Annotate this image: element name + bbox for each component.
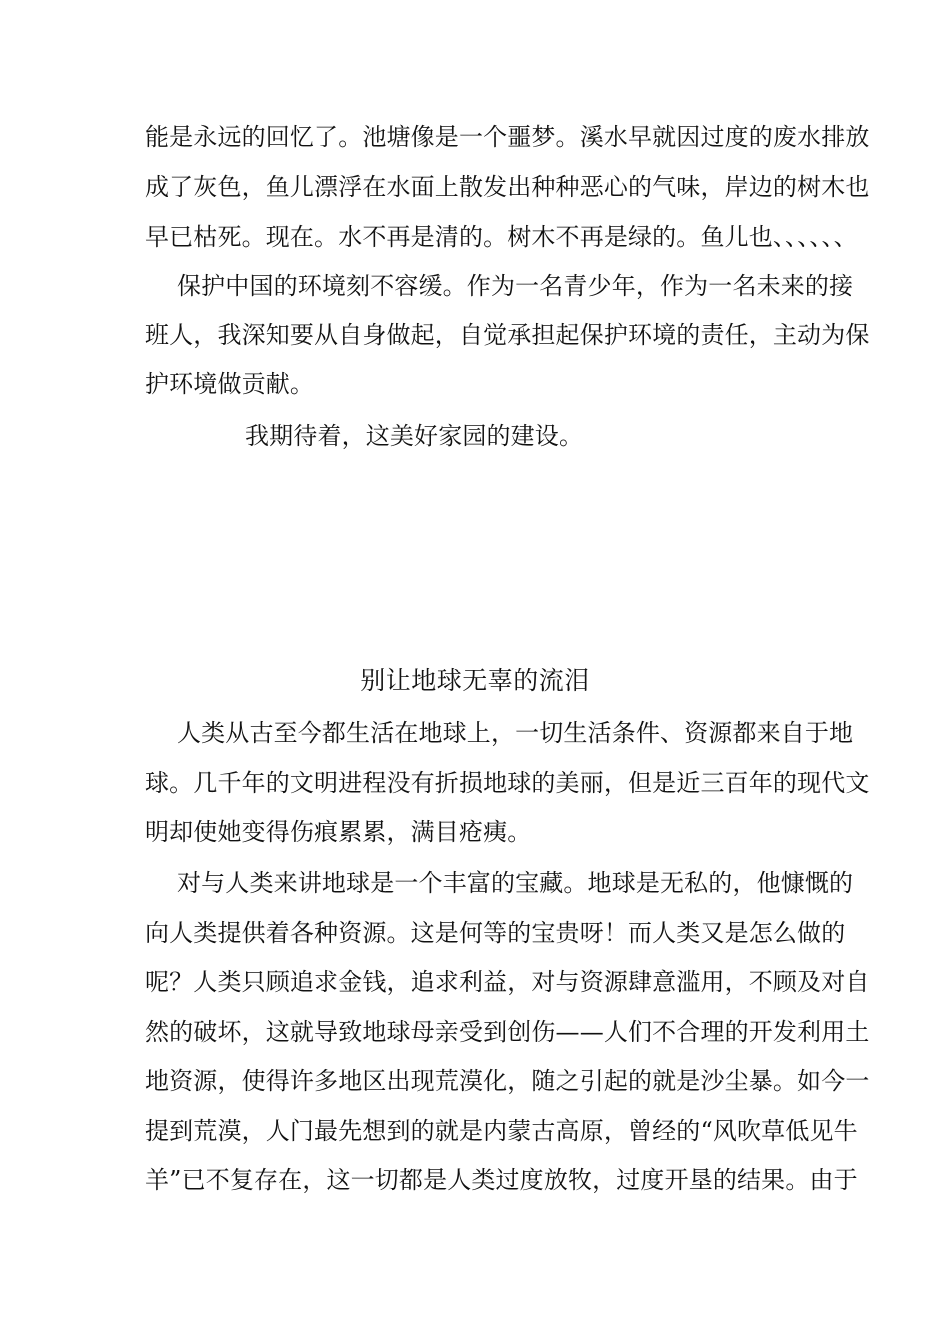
text-line: 能是永远的回忆了。池塘像是一个噩梦。溪水早就因过度的废水排放 xyxy=(145,123,870,151)
closing-line: 我期待着，这美好家园的建设。 xyxy=(245,422,584,450)
text-line: 然的破坏，这就导致地球母亲受到创伤——人们不合理的开发利用土 xyxy=(145,1018,870,1046)
paragraph-first-line: 保护中国的环境刻不容缓。作为一名青少年，作为一名未来的接 xyxy=(177,272,854,300)
text-line: 成了灰色，鱼儿漂浮在水面上散发出种种恶心的气味，岸边的树木也 xyxy=(145,173,870,201)
paragraph-first-line: 对与人类来讲地球是一个丰富的宝藏。地球是无私的，他慷慨的 xyxy=(177,869,854,897)
text-line: 早已枯死。现在。水不再是清的。树木不再是绿的。鱼儿也、、、、、、 xyxy=(145,223,858,251)
text-line: 向人类提供着各种资源。这是何等的宝贵呀！而人类又是怎么做的 xyxy=(145,919,846,947)
essay-title: 别让地球无辜的流泪 xyxy=(360,666,590,695)
text-line: 呢？人类只顾追求金钱，追求利益，对与资源肆意滥用，不顾及对自 xyxy=(145,968,870,996)
text-line: 班人，我深知要从自身做起，自觉承担起保护环境的责任，主动为保 xyxy=(145,321,870,349)
text-line: 明却使她变得伤痕累累，满目疮痍。 xyxy=(145,818,532,846)
text-line: 提到荒漠，人门最先想到的就是内蒙古高原，曾经的“风吹草低见牛 xyxy=(145,1117,858,1145)
text-line: 地资源，使得许多地区出现荒漠化，随之引起的就是沙尘暴。如今一 xyxy=(145,1067,870,1095)
text-line: 球。几千年的文明进程没有折损地球的美丽，但是近三百年的现代文 xyxy=(145,769,870,797)
text-line: 羊”已不复存在，这一切都是人类过度放牧，过度开垦的结果。由于 xyxy=(145,1166,858,1194)
text-line: 护环境做贡献。 xyxy=(145,370,315,398)
paragraph-first-line: 人类从古至今都生活在地球上，一切生活条件、资源都来自于地 xyxy=(177,719,854,747)
